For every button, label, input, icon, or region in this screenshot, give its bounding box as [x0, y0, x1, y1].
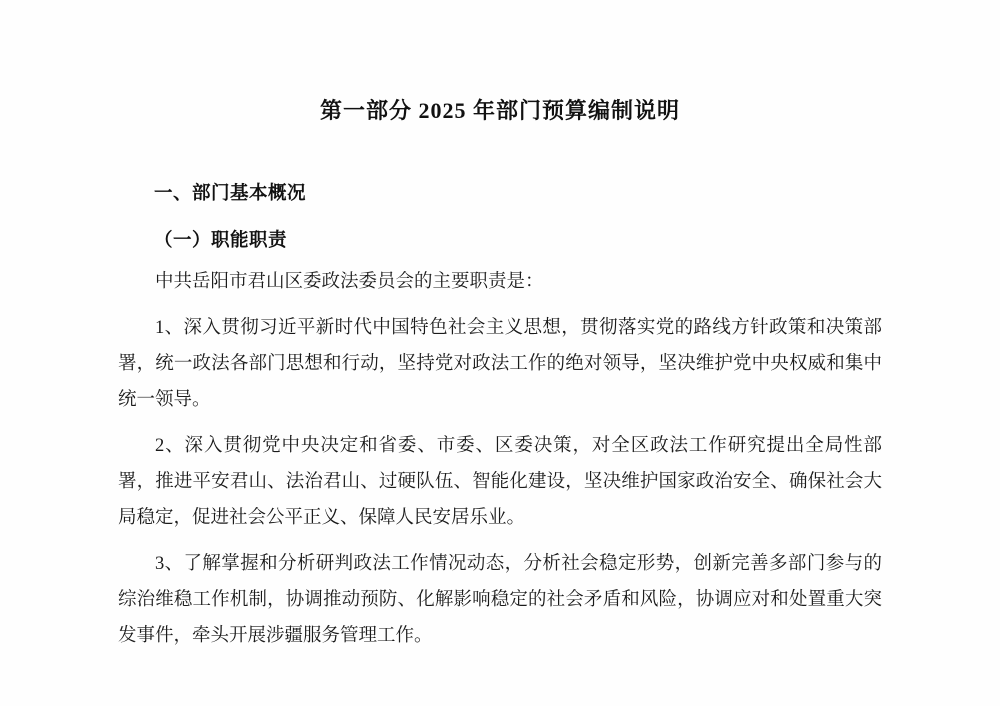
- paragraph-item-2: 2、深入贯彻党中央决定和省委、市委、区委决策，对全区政法工作研究提出全局性部署，推进平安君山、法治君山、过硬队伍、智能化建设，坚决维护国家政治安全、确保社会大局稳定，促进社会公平正义、保障人民安居乐业。: [118, 435, 882, 528]
- page-title: 第一部分 2025 年部门预算编制说明: [319, 98, 680, 123]
- section-heading-level-2: （一）职能职责: [154, 230, 288, 251]
- paragraph-item-1: 1、深入贯彻习近平新时代中国特色社会主义思想，贯彻落实党的路线方针政策和决策部署，统一政法各部门思想和行动，坚持党对政法工作的绝对领导，坚决维护党中央权威和集中统一领导。: [118, 317, 882, 410]
- page-content-area: [118, 0, 882, 706]
- paragraph-item-3: 3、了解掌握和分析研判政法工作情况动态，分析社会稳定形势，创新完善多部门参与的综治维稳工作机制，协调推动预防、化解影响稳定的社会矛盾和风险，协调应对和处置重大突发事件，牵头开展涉疆服务管理工作。: [118, 553, 882, 646]
- section-heading-level-1: 一、部门基本概况: [154, 183, 307, 204]
- paragraph-intro: 中共岳阳市君山区委政法委员会的主要职责是：: [155, 271, 544, 292]
